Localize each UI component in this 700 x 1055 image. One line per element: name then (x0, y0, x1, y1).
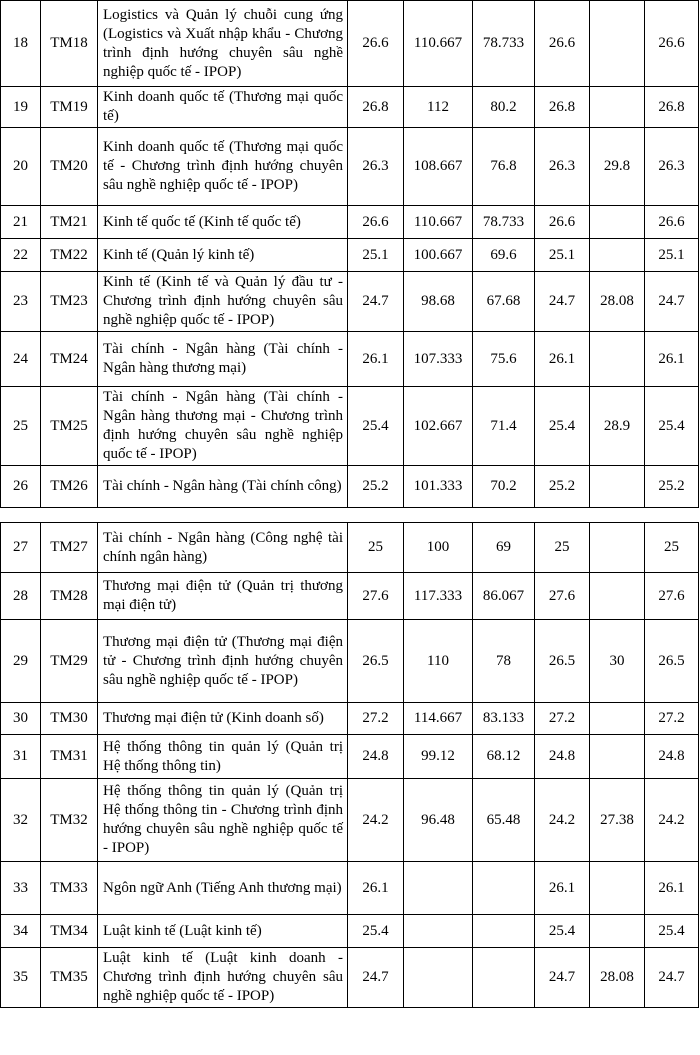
score-cell: 100 (404, 523, 473, 573)
program-name: Tài chính - Ngân hàng (Tài chính - Ngân hàng thương mại) (98, 332, 348, 387)
score-cell: 26.6 (535, 1, 590, 87)
score-cell: 26.6 (348, 1, 404, 87)
score-cell: 26.5 (348, 620, 404, 703)
score-cell (590, 87, 645, 128)
score-cell: 24.7 (645, 272, 699, 332)
row-number: 33 (1, 862, 41, 915)
score-cell: 110.667 (404, 206, 473, 239)
score-cell: 26.3 (535, 128, 590, 206)
table-row (1, 523, 699, 573)
table-row (1, 239, 699, 272)
row-number: 28 (1, 573, 41, 620)
score-cell: 25.2 (645, 466, 699, 508)
score-cell: 27.6 (535, 573, 590, 620)
row-number: 20 (1, 128, 41, 206)
table-row (1, 862, 699, 915)
score-cell (590, 1, 645, 87)
score-cell: 24.7 (645, 948, 699, 1008)
table-row (1, 128, 699, 206)
score-cell: 25.1 (645, 239, 699, 272)
score-cell: 24.2 (535, 779, 590, 862)
score-cell: 70.2 (473, 466, 535, 508)
score-cell: 24.8 (348, 735, 404, 779)
score-cell: 27.2 (348, 703, 404, 735)
admission-scores-table-part-2 (0, 522, 699, 1008)
score-cell: 67.68 (473, 272, 535, 332)
program-code: TM21 (41, 206, 98, 239)
table-body (1, 523, 699, 1008)
score-cell: 26.5 (645, 620, 699, 703)
program-name: Tài chính - Ngân hàng (Tài chính - Ngân hàng thương mại - Chương trình định hướng chuyên sâu nghề nghiệp quốc tế - IPOP) (98, 387, 348, 466)
table-row (1, 735, 699, 779)
score-cell: 26.1 (535, 862, 590, 915)
score-cell: 114.667 (404, 703, 473, 735)
table-row (1, 466, 699, 508)
score-cell: 101.333 (404, 466, 473, 508)
score-cell: 24.8 (645, 735, 699, 779)
score-cell (590, 332, 645, 387)
program-name: Hệ thống thông tin quản lý (Quản trị Hệ thống thông tin) (98, 735, 348, 779)
score-cell: 24.7 (348, 948, 404, 1008)
score-cell: 24.7 (535, 272, 590, 332)
program-code: TM20 (41, 128, 98, 206)
program-code: TM31 (41, 735, 98, 779)
score-cell: 25.4 (645, 915, 699, 948)
program-name: Kinh doanh quốc tế (Thương mại quốc tế - Chương trình định hướng chuyên sâu nghề nghiệp quốc tế - IPOP) (98, 128, 348, 206)
score-cell: 71.4 (473, 387, 535, 466)
score-cell (473, 915, 535, 948)
score-cell (590, 466, 645, 508)
score-cell: 26.3 (645, 128, 699, 206)
score-cell: 24.2 (645, 779, 699, 862)
program-name: Tài chính - Ngân hàng (Tài chính công) (98, 466, 348, 508)
row-number: 32 (1, 779, 41, 862)
row-number: 30 (1, 703, 41, 735)
score-cell: 28.08 (590, 948, 645, 1008)
program-name: Kinh tế (Kinh tế và Quản lý đầu tư - Chương trình định hướng chuyên sâu nghề nghiệp quốc tế - IPOP) (98, 272, 348, 332)
program-name: Kinh tế quốc tế (Kinh tế quốc tế) (98, 206, 348, 239)
score-cell: 24.7 (535, 948, 590, 1008)
score-cell (404, 948, 473, 1008)
program-code: TM26 (41, 466, 98, 508)
program-name: Logistics và Quản lý chuỗi cung ứng (Logistics và Xuất nhập khẩu - Chương trình định hướng chuyên sâu nghề nghiệp quốc tế - IPOP) (98, 1, 348, 87)
score-cell (590, 206, 645, 239)
score-cell: 25.1 (348, 239, 404, 272)
program-name: Kinh doanh quốc tế (Thương mại quốc tế) (98, 87, 348, 128)
program-code: TM19 (41, 87, 98, 128)
score-cell: 98.68 (404, 272, 473, 332)
score-cell (473, 948, 535, 1008)
score-cell: 86.067 (473, 573, 535, 620)
score-cell (590, 915, 645, 948)
score-cell: 26.6 (645, 1, 699, 87)
row-number: 34 (1, 915, 41, 948)
score-cell: 25 (645, 523, 699, 573)
row-number: 18 (1, 1, 41, 87)
table-row (1, 620, 699, 703)
score-cell: 25.4 (348, 387, 404, 466)
table-row (1, 87, 699, 128)
table-row (1, 948, 699, 1008)
score-cell: 26.1 (535, 332, 590, 387)
score-cell: 25 (348, 523, 404, 573)
score-cell: 80.2 (473, 87, 535, 128)
score-cell: 75.6 (473, 332, 535, 387)
table-body (1, 1, 699, 508)
score-cell: 76.8 (473, 128, 535, 206)
table-row (1, 915, 699, 948)
score-cell: 26.1 (645, 862, 699, 915)
score-cell: 78.733 (473, 1, 535, 87)
program-code: TM28 (41, 573, 98, 620)
score-cell: 26.3 (348, 128, 404, 206)
row-number: 21 (1, 206, 41, 239)
score-cell (404, 862, 473, 915)
score-cell: 27.38 (590, 779, 645, 862)
row-number: 35 (1, 948, 41, 1008)
score-cell: 65.48 (473, 779, 535, 862)
score-cell: 26.6 (645, 206, 699, 239)
score-cell (590, 735, 645, 779)
program-name: Thương mại điện tử (Quản trị thương mại điện tử) (98, 573, 348, 620)
program-name: Luật kinh tế (Luật kinh doanh - Chương trình định hướng chuyên sâu nghề nghiệp quốc tế - IPOP) (98, 948, 348, 1008)
admission-scores-table-part-1 (0, 0, 699, 508)
score-cell: 28.9 (590, 387, 645, 466)
score-cell: 26.1 (348, 862, 404, 915)
score-cell: 25.4 (535, 387, 590, 466)
program-name: Luật kinh tế (Luật kinh tế) (98, 915, 348, 948)
program-code: TM23 (41, 272, 98, 332)
program-name: Thương mại điện tử (Kinh doanh số) (98, 703, 348, 735)
score-cell: 110.667 (404, 1, 473, 87)
score-cell: 26.6 (535, 206, 590, 239)
row-number: 27 (1, 523, 41, 573)
score-cell: 25.1 (535, 239, 590, 272)
score-cell (590, 703, 645, 735)
score-cell: 68.12 (473, 735, 535, 779)
score-cell: 25.2 (348, 466, 404, 508)
score-cell: 112 (404, 87, 473, 128)
score-cell: 83.133 (473, 703, 535, 735)
program-code: TM24 (41, 332, 98, 387)
score-cell: 27.6 (348, 573, 404, 620)
score-cell: 24.7 (348, 272, 404, 332)
score-cell (590, 573, 645, 620)
score-cell: 25.4 (348, 915, 404, 948)
score-cell: 27.2 (645, 703, 699, 735)
table-row (1, 573, 699, 620)
table-row (1, 703, 699, 735)
row-number: 19 (1, 87, 41, 128)
score-cell: 78 (473, 620, 535, 703)
score-cell: 100.667 (404, 239, 473, 272)
program-name: Kinh tế (Quản lý kinh tế) (98, 239, 348, 272)
score-cell: 26.1 (348, 332, 404, 387)
score-cell: 99.12 (404, 735, 473, 779)
score-cell: 69.6 (473, 239, 535, 272)
score-cell (590, 239, 645, 272)
program-code: TM18 (41, 1, 98, 87)
program-name: Tài chính - Ngân hàng (Công nghệ tài chính ngân hàng) (98, 523, 348, 573)
score-cell: 78.733 (473, 206, 535, 239)
score-cell: 117.333 (404, 573, 473, 620)
program-name: Ngôn ngữ Anh (Tiếng Anh thương mại) (98, 862, 348, 915)
score-cell: 25.4 (645, 387, 699, 466)
row-number: 29 (1, 620, 41, 703)
table-row (1, 1, 699, 87)
table-row (1, 272, 699, 332)
score-cell (404, 915, 473, 948)
program-code: TM22 (41, 239, 98, 272)
program-code: TM29 (41, 620, 98, 703)
score-cell: 27.2 (535, 703, 590, 735)
score-cell: 26.8 (645, 87, 699, 128)
score-cell: 102.667 (404, 387, 473, 466)
score-cell: 26.1 (645, 332, 699, 387)
score-cell: 24.8 (535, 735, 590, 779)
program-code: TM33 (41, 862, 98, 915)
score-cell: 110 (404, 620, 473, 703)
program-code: TM35 (41, 948, 98, 1008)
program-code: TM34 (41, 915, 98, 948)
program-code: TM25 (41, 387, 98, 466)
score-cell: 25.4 (535, 915, 590, 948)
score-cell: 26.6 (348, 206, 404, 239)
row-number: 26 (1, 466, 41, 508)
program-code: TM32 (41, 779, 98, 862)
table-row (1, 332, 699, 387)
row-number: 23 (1, 272, 41, 332)
row-number: 31 (1, 735, 41, 779)
program-name: Thương mại điện tử (Thương mại điện tử - Chương trình định hướng chuyên sâu nghề nghiệp quốc tế - IPOP) (98, 620, 348, 703)
score-cell: 27.6 (645, 573, 699, 620)
row-number: 24 (1, 332, 41, 387)
score-cell: 26.5 (535, 620, 590, 703)
score-cell (473, 862, 535, 915)
score-cell: 96.48 (404, 779, 473, 862)
score-cell: 28.08 (590, 272, 645, 332)
table-row (1, 206, 699, 239)
score-cell: 25.2 (535, 466, 590, 508)
score-cell: 30 (590, 620, 645, 703)
score-cell: 107.333 (404, 332, 473, 387)
score-cell (590, 862, 645, 915)
row-number: 25 (1, 387, 41, 466)
score-cell: 29.8 (590, 128, 645, 206)
table-row (1, 779, 699, 862)
score-cell: 25 (535, 523, 590, 573)
score-cell: 69 (473, 523, 535, 573)
row-number: 22 (1, 239, 41, 272)
score-cell: 26.8 (348, 87, 404, 128)
program-code: TM30 (41, 703, 98, 735)
score-cell: 24.2 (348, 779, 404, 862)
program-name: Hệ thống thông tin quản lý (Quản trị Hệ thống thông tin - Chương trình định hướng chuyên sâu nghề nghiệp quốc tế - IPOP) (98, 779, 348, 862)
score-cell: 26.8 (535, 87, 590, 128)
program-code: TM27 (41, 523, 98, 573)
score-cell: 108.667 (404, 128, 473, 206)
table-row (1, 387, 699, 466)
score-cell (590, 523, 645, 573)
